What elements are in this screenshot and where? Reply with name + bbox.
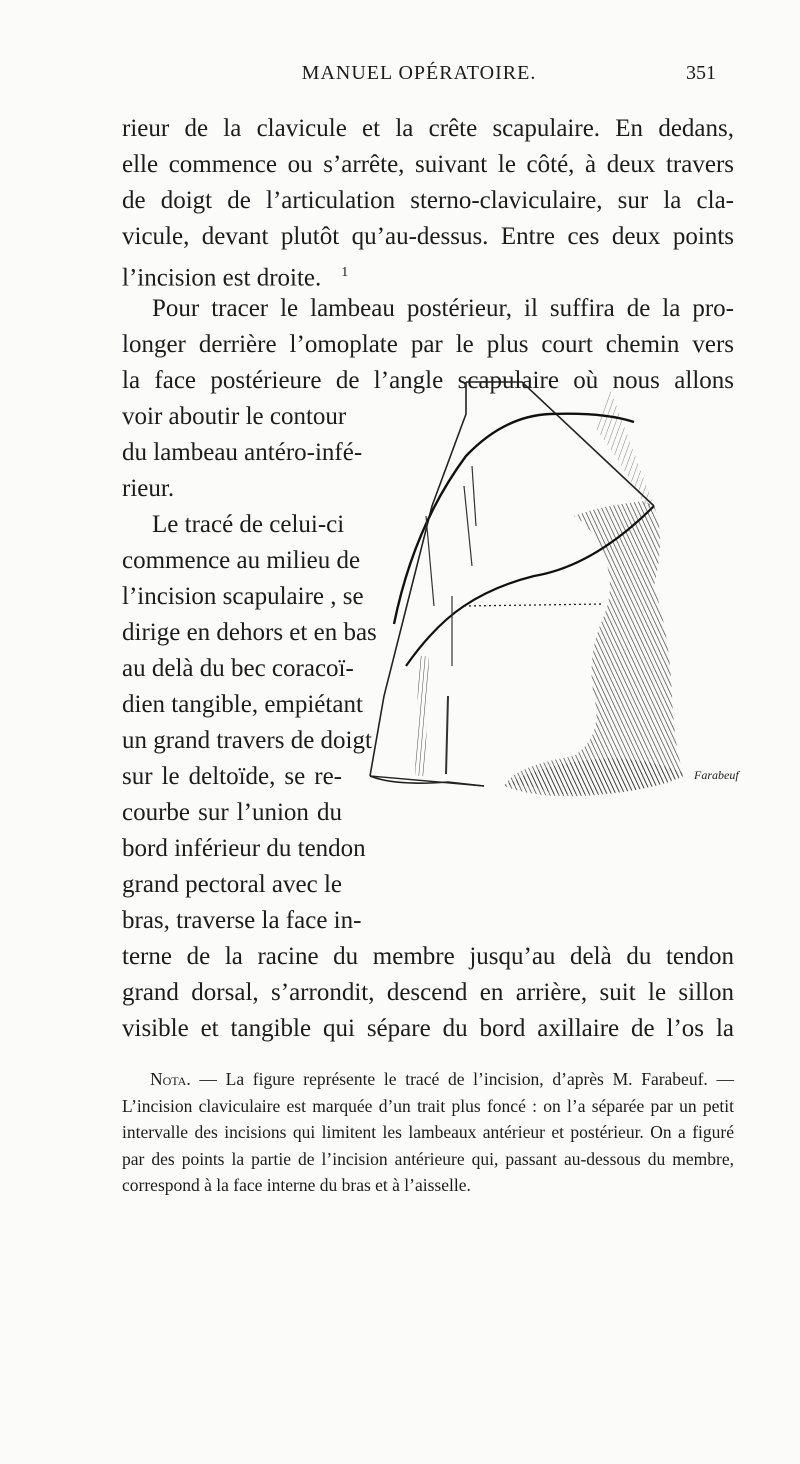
text-line: la face postérieure de l’angle scapulaire où nous allons — [122, 367, 734, 394]
text-line: bord inférieur du tendon — [122, 835, 366, 862]
figure-note — [122, 1066, 734, 1199]
text-line-last — [122, 258, 348, 293]
text-line: rieur. — [122, 475, 175, 502]
text-line: visible et tangible qui sépare du bord axillaire de l’os la — [122, 1015, 734, 1042]
text-line: dirige en dehors et en bas — [122, 619, 377, 646]
text-line: un grand travers de doigt — [122, 727, 372, 754]
text-line: rieur de la clavicule et la crête scapulaire. En dedans, — [122, 115, 734, 142]
text-line: courbe sur l’union du — [122, 799, 342, 826]
note-label: Nota. — [150, 1069, 191, 1089]
text-line: l’incision est droite. — [122, 264, 322, 292]
text-line: commence au milieu de — [122, 547, 361, 574]
text-line: grand pectoral avec le — [122, 871, 343, 898]
text-line: du lambeau antéro-infé- — [122, 439, 363, 466]
anatomical-figure — [354, 366, 756, 808]
text-line: sur le deltoïde, se re- — [122, 763, 342, 790]
text-line: dien tangible, empiétant — [122, 691, 363, 718]
text-line: vicule, devant plutôt qu’au-dessus. Entre ces deux points — [122, 223, 734, 250]
text-line: Pour tracer le lambeau postérieur, il suffira de la pro- — [152, 295, 734, 322]
text-line: l’incision scapulaire , se — [122, 583, 364, 610]
text-line: terne de la racine du membre jusqu’au delà du tendon — [122, 943, 734, 970]
text-line: au delà du bec coracoï- — [122, 655, 354, 682]
page-header — [122, 62, 716, 92]
text-line: bras, traverse la face in- — [122, 907, 362, 934]
text-line: Le tracé de celui-ci — [152, 511, 345, 538]
text-line: elle commence ou s’arrête, suivant le côté, à deux travers — [122, 151, 734, 178]
page-number: 351 — [686, 62, 716, 84]
shoulder-incision-illustration — [354, 366, 756, 808]
text-line: longer derrière l’omoplate par le plus court chemin vers — [122, 331, 734, 358]
note-paragraph — [122, 1066, 734, 1199]
running-head: MANUEL OPÉRATOIRE. — [301, 62, 537, 84]
engraver-signature: Farabeuf — [694, 768, 739, 782]
text-line: de doigt de l’articulation sterno-claviculaire, sur la cla- — [122, 187, 734, 214]
text-line: grand dorsal, s’arrondit, descend en arrière, suit le sillon — [122, 979, 734, 1006]
text-line: voir aboutir le contour — [122, 403, 347, 430]
footnote-mark: 1 — [341, 265, 349, 280]
note-text: — La figure représente le tracé de l’incision, d’après M. Farabeuf. — L’incision claviculaire est marquée d’un trait plus foncé : on l’a séparée par un petit intervalle des incisions qui limitent les lambeaux antérieur et postérieur. On a figuré par des points la partie de l’incision antérieure qui, passant au-dessous du membre, correspond à la face interne du bras et à l’aisselle. — [122, 1069, 734, 1195]
